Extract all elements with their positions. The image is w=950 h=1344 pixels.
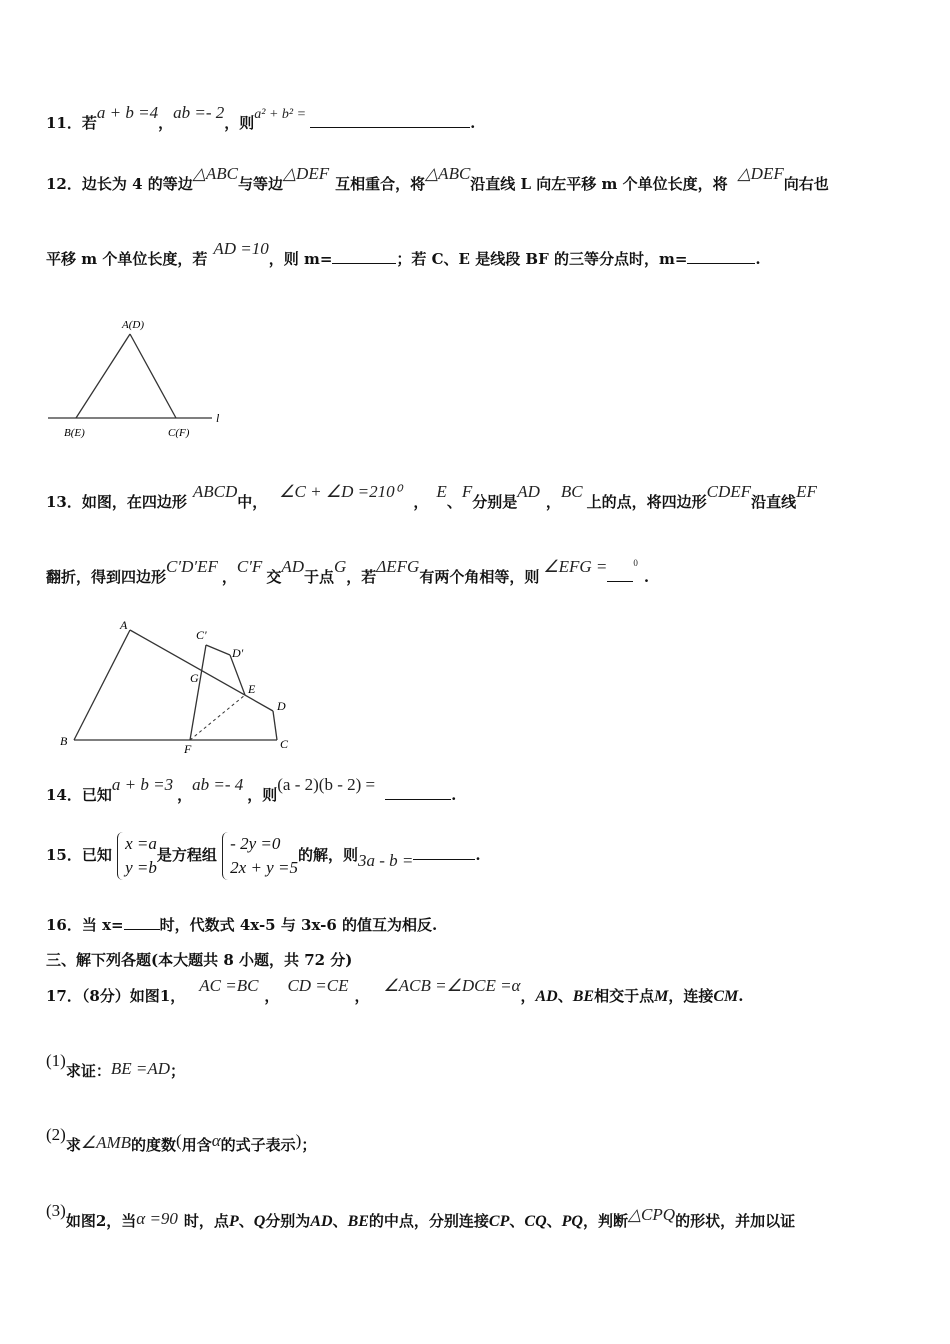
label-a-d: A(D) bbox=[122, 319, 144, 331]
label-G: G bbox=[190, 671, 199, 685]
question-13: 13．如图，在四边形ABCD中，∠C + ∠D =210⁰，E、F分别是AD，BC上的点，将四边形CDEF沿直线EF bbox=[46, 482, 817, 511]
side-ac bbox=[130, 334, 176, 418]
q14-answer-blank[interactable] bbox=[385, 799, 451, 800]
question-17-part-2: (2)求∠AMB的度数(用含α的式子表示)； bbox=[46, 1125, 317, 1154]
q11-answer-blank[interactable] bbox=[310, 127, 470, 128]
fold-line-ef bbox=[190, 695, 245, 740]
label-A: A bbox=[120, 618, 128, 632]
question-12-cont: 平移 m 个单位长度，若AD =10，则 m= ；若 C、E 是线段 BF 的三等分点时，m= . bbox=[46, 239, 761, 268]
section-3-title: 三、解下列各题(本大题共 8 小题，共 72 分) bbox=[46, 951, 353, 969]
label-B: B bbox=[60, 734, 68, 748]
system-solution: x =a y =b bbox=[117, 832, 157, 880]
q12-answer-blank-2[interactable] bbox=[687, 263, 755, 264]
label-C-prime: C' bbox=[196, 628, 207, 642]
side-cd bbox=[273, 711, 277, 740]
question-14: 14．已知a + b =3，ab =- 4，则(a - 2)(b - 2) =. bbox=[46, 775, 457, 804]
side-c1d1 bbox=[206, 645, 230, 655]
q11-expr-1: a + b =4 bbox=[96, 103, 159, 122]
label-D: D bbox=[277, 699, 286, 713]
q16-answer-blank[interactable] bbox=[124, 929, 160, 930]
question-16: 16．当 x= 时，代数式 4x-5 与 3x-6 的值互为相反. bbox=[46, 916, 438, 934]
label-D-prime: D' bbox=[232, 646, 244, 660]
label-E: E bbox=[248, 682, 256, 696]
q11-expr-2: ab =- 2 bbox=[173, 103, 225, 122]
side-d1e bbox=[230, 655, 245, 695]
question-15: 15．已知 x =a y =b是方程组 - 2y =0 2x + y =5的解，则3a - b = . bbox=[46, 832, 481, 880]
q11-number: 11． bbox=[46, 114, 82, 132]
side-fc1 bbox=[190, 645, 206, 740]
q13-answer-blank[interactable] bbox=[607, 581, 633, 582]
q11-expr-3: a² + b² = bbox=[254, 107, 307, 122]
question-17-part-3: (3)如图2，当α =90 时，点P、Q分别为AD、BE的中点，分别连接CP、CQ、PQ，判断△CPQ的形状，并加以证 bbox=[46, 1201, 796, 1230]
question-11: 11．若a + b =4，ab =- 2，则a² + b² = . bbox=[46, 103, 476, 132]
question-12: 12．边长为 4 的等边△ABC与等边△DEF互相重合，将△ABC沿直线 L 向左平移 m 个单位长度，将△DEF向右也 bbox=[46, 164, 829, 193]
figure-triangle-line bbox=[40, 310, 240, 450]
q12-answer-blank-1[interactable] bbox=[332, 263, 396, 264]
question-13-cont: 翻折，得到四边形C′D′EF，C′F交AD于点G，若ΔEFG有两个角相等，则∠EFG = $^0$. bbox=[46, 557, 650, 586]
question-17-part-1: (1)求证：BE =AD； bbox=[46, 1051, 186, 1080]
label-b-e: B(E) bbox=[64, 427, 85, 439]
label-c-f: C(F) bbox=[168, 427, 190, 439]
system-equations: - 2y =0 2x + y =5 bbox=[222, 832, 298, 880]
figure-quadrilateral-fold bbox=[50, 615, 310, 760]
side-ab bbox=[76, 334, 130, 418]
side-ba bbox=[74, 630, 130, 740]
label-C: C bbox=[280, 737, 289, 751]
label-l: l bbox=[216, 411, 220, 425]
q15-answer-blank[interactable] bbox=[413, 859, 475, 860]
question-17: 17．（8分）如图1，AC =BC，CD =CE，∠ACB =∠DCE =α，AD、BE相交于点M，连接CM. bbox=[46, 976, 744, 1005]
label-F: F bbox=[184, 742, 192, 756]
